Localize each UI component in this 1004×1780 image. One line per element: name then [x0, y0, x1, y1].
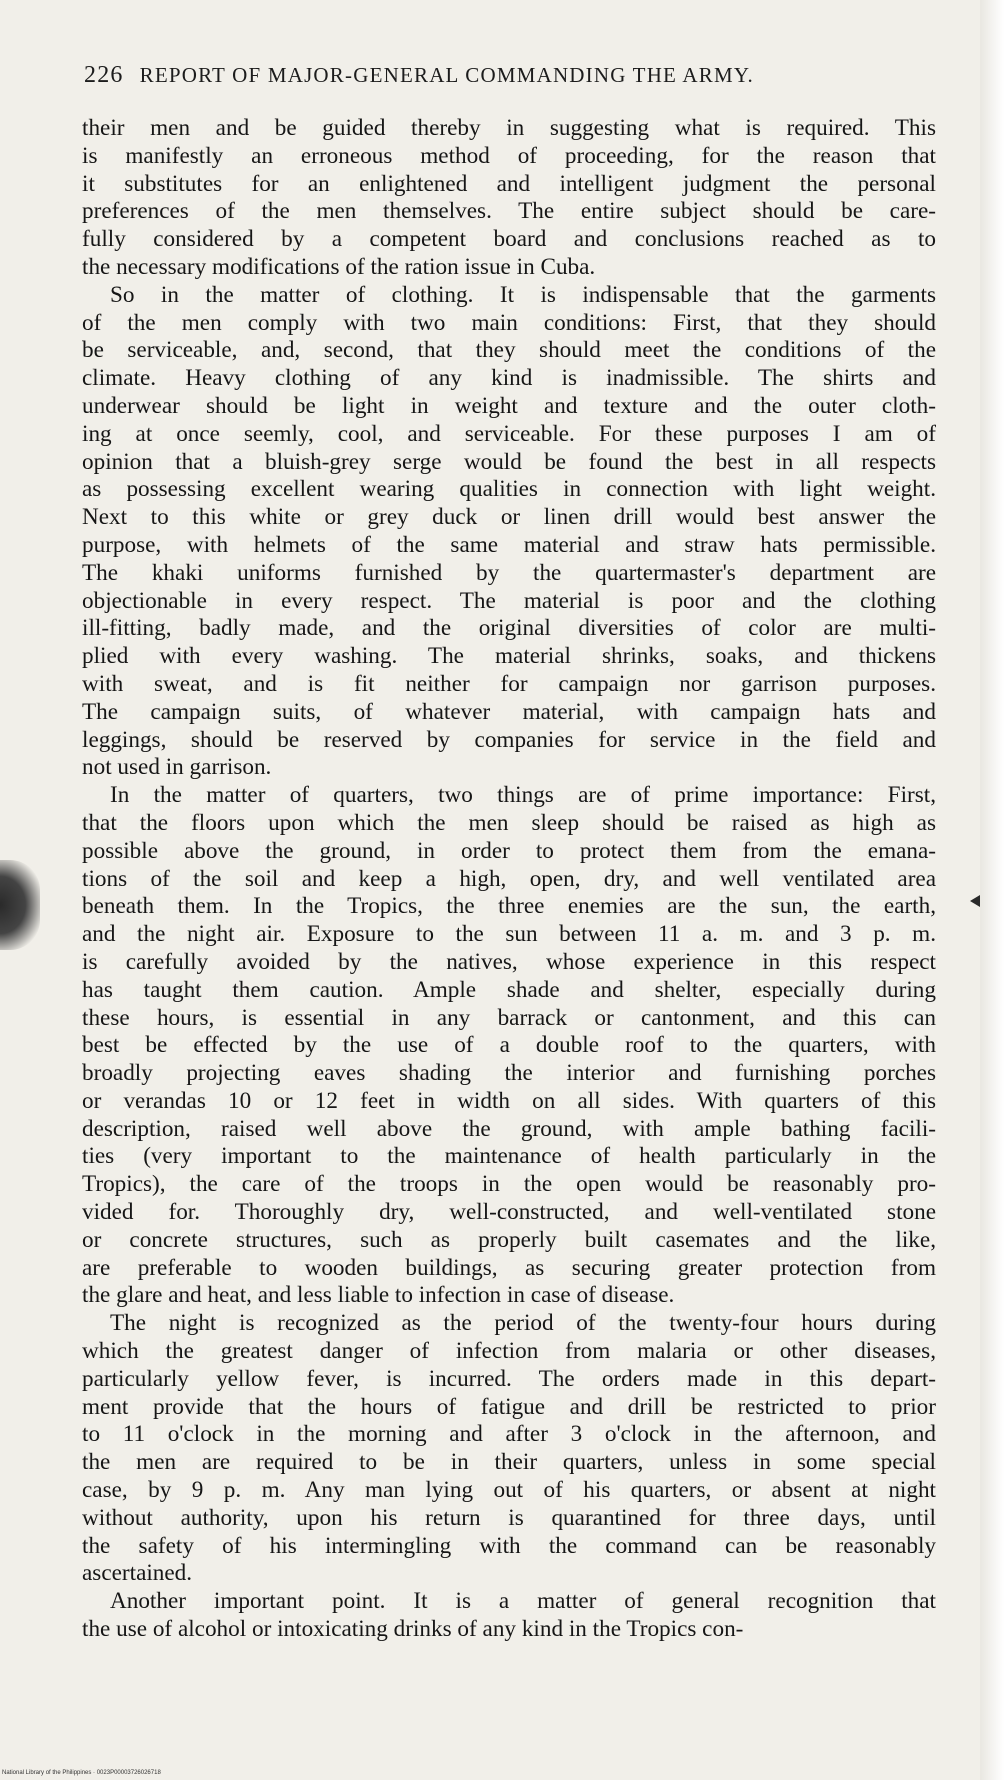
- text-line: and the night air. Exposure to the sun between 11 a. m. and 3 p. m.: [82, 921, 936, 948]
- text-line: beneath them. In the Tropics, the three enemies are the sun, the earth,: [82, 893, 936, 920]
- text-line: purpose, with helmets of the same material and straw hats permissible.: [82, 531, 936, 558]
- text-line: The campaign suits, of whatever material, with campaign hats and: [82, 698, 936, 725]
- text-line: of the men comply with two main conditions: First, that they should: [82, 309, 936, 336]
- text-line: The night is recognized as the period of the twenty-four hours during: [110, 1310, 936, 1337]
- text-line: objectionable in every respect. The material is poor and the clothing: [82, 587, 936, 614]
- paragraph: [82, 1310, 936, 1588]
- text-line: the necessary modifications of the ration issue in Cuba.: [82, 253, 596, 280]
- text-line: or concrete structures, such as properly built casemates and the like,: [82, 1226, 936, 1253]
- paragraph: [82, 782, 936, 1310]
- text-line: has taught them caution. Ample shade and shelter, especially during: [82, 976, 936, 1003]
- paragraph: [82, 1588, 936, 1644]
- text-line: vided for. Thoroughly dry, well-constructed, and well-ventilated stone: [82, 1199, 936, 1226]
- text-line: ill-fitting, badly made, and the original diversities of color are multi-: [82, 615, 936, 642]
- text-line: best be effected by the use of a double roof to the quarters, with: [82, 1032, 936, 1059]
- text-line: the men are required to be in their quarters, unless in some special: [82, 1449, 936, 1476]
- text-line: Another important point. It is a matter of general recognition that: [110, 1588, 936, 1615]
- text-line: underwear should be light in weight and texture and the outer cloth-: [82, 392, 936, 419]
- text-line: that the floors upon which the men sleep should be raised as high as: [82, 809, 936, 836]
- text-line: broadly projecting eaves shading the interior and furnishing porches: [82, 1060, 936, 1087]
- text-line: preferences of the men themselves. The entire subject should be care-: [82, 198, 936, 225]
- text-line: opinion that a bluish-grey serge would be found the best in all respects: [82, 448, 936, 475]
- text-line: with sweat, and is fit neither for campaign nor garrison purposes.: [82, 670, 936, 697]
- text-line: case, by 9 p. m. Any man lying out of his quarters, or absent at night: [82, 1477, 936, 1504]
- text-line: these hours, is essential in any barrack or cantonment, and this can: [82, 1004, 936, 1031]
- text-line: leggings, should be reserved by companies for service in the field and: [82, 726, 936, 753]
- text-line: be serviceable, and, second, that they should meet the conditions of the: [82, 337, 936, 364]
- text-line: possible above the ground, in order to protect them from the emana-: [82, 837, 936, 864]
- text-line: particularly yellow fever, is incurred. The orders made in this depart-: [82, 1365, 936, 1392]
- text-line: as possessing excellent wearing qualities in connection with light weight.: [82, 476, 936, 503]
- header-title: REPORT OF MAJOR-GENERAL COMMANDING THE ARMY.: [139, 63, 754, 87]
- text-line: their men and be guided thereby in suggesting what is required. This: [82, 115, 936, 141]
- text-line: or verandas 10 or 12 feet in width on all sides. With quarters of this: [82, 1087, 936, 1114]
- text-line: The khaki uniforms furnished by the quartermaster's department are: [82, 559, 936, 586]
- text-line: Next to this white or grey duck or linen drill would best answer the: [82, 504, 936, 531]
- edge-mark: [970, 895, 980, 907]
- paragraph: [82, 282, 936, 782]
- text-line: it substitutes for an enlightened and intelligent judgment the personal: [82, 170, 936, 197]
- text-line: to 11 o'clock in the morning and after 3 o'clock in the afternoon, and: [82, 1421, 936, 1448]
- text-line: without authority, upon his return is quarantined for three days, until: [82, 1504, 936, 1531]
- text-line: Tropics), the care of the troops in the open would be reasonably pro-: [82, 1171, 936, 1198]
- body-text: [82, 115, 936, 1644]
- page-edge: [980, 0, 1004, 1780]
- running-header: [84, 62, 910, 89]
- page-number: 226: [84, 62, 124, 88]
- text-line: is carefully avoided by the natives, whose experience in this respect: [82, 948, 936, 975]
- text-line: climate. Heavy clothing of any kind is inadmissible. The shirts and: [82, 365, 936, 392]
- text-line: In the matter of quarters, two things are of prime importance: First,: [110, 782, 936, 809]
- text-line: ties (very important to the maintenance of health particularly in the: [82, 1143, 936, 1170]
- scan-footer: National Library of the Philippines · 0023P00003726026718: [2, 1770, 161, 1776]
- text-line: not used in garrison.: [82, 754, 272, 781]
- text-line: is manifestly an erroneous method of proceeding, for the reason that: [82, 142, 936, 169]
- binding-smudge: [0, 860, 40, 950]
- text-line: plied with every washing. The material shrinks, soaks, and thickens: [82, 643, 936, 670]
- text-line: the glare and heat, and less liable to infection in case of disease.: [82, 1282, 675, 1309]
- text-line: are preferable to wooden buildings, as securing greater protection from: [82, 1254, 936, 1281]
- text-line: So in the matter of clothing. It is indispensable that the garments: [110, 281, 936, 308]
- text-line: ascertained.: [82, 1560, 193, 1587]
- text-line: the safety of his intermingling with the command can be reasonably: [82, 1532, 936, 1559]
- text-line: the use of alcohol or intoxicating drinks of any kind in the Tropics con-: [82, 1616, 744, 1643]
- text-line: tions of the soil and keep a high, open, dry, and well ventilated area: [82, 865, 936, 892]
- paragraph: [82, 115, 936, 282]
- text-line: ment provide that the hours of fatigue and drill be restricted to prior: [82, 1393, 936, 1420]
- text-line: description, raised well above the ground, with ample bathing facili-: [82, 1115, 936, 1142]
- text-line: ing at once seemly, cool, and serviceable. For these purposes I am of: [82, 420, 936, 447]
- text-line: fully considered by a competent board and conclusions reached as to: [82, 226, 936, 253]
- text-line: which the greatest danger of infection from malaria or other diseases,: [82, 1338, 936, 1365]
